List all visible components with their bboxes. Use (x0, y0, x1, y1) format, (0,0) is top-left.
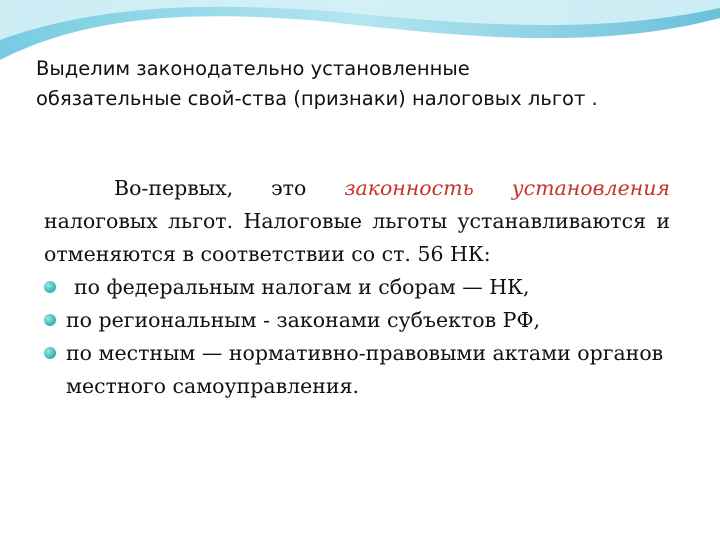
slide-body (44, 172, 670, 403)
bullet-list (44, 271, 670, 403)
slide-title (36, 54, 686, 114)
list-item: по местным — нормативно-правовыми актами органов местного самоуправления. (44, 337, 670, 403)
intro-prefix: Во-первых, это (114, 176, 345, 200)
intro-highlight: законность установления (344, 176, 670, 200)
title-line-1: Выделим законодательно установленные (36, 57, 470, 80)
list-item: по региональным - законами субъектов РФ, (44, 304, 670, 337)
intro-paragraph (44, 172, 670, 271)
title-line-2: обязательные свой-ства (признаки) налоговых льгот . (36, 87, 598, 110)
list-item: по федеральным налогам и сборам — НК, (44, 271, 670, 304)
bullet-icon (44, 347, 56, 359)
bullet-icon (44, 314, 56, 326)
intro-rest: налоговых льгот. Налоговые льготы устанавливаются и отменяются в соответствии со ст. 56 НК: (44, 209, 670, 266)
bullet-icon (44, 281, 56, 293)
